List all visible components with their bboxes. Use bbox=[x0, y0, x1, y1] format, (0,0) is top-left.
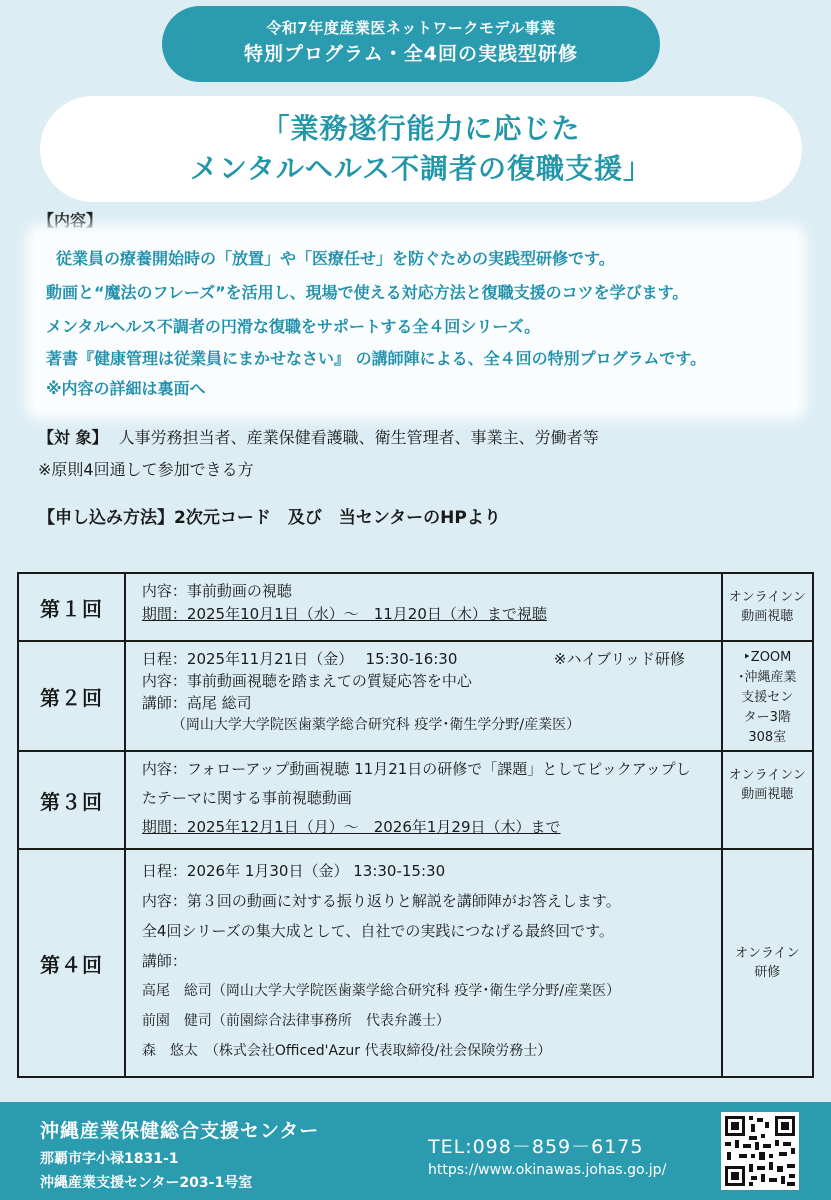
content-label: 【内容】 bbox=[38, 211, 103, 230]
session-4-number: 第４回 bbox=[18, 849, 125, 1077]
session-2-line-4: （岡山大学大学院医歯薬学総合研究科 疫学･衛生学分野/産業医） bbox=[171, 717, 581, 733]
footer-address-line-1: 那覇市字小禄1831-1 bbox=[40, 1151, 179, 1167]
session-row-4 bbox=[18, 849, 813, 1077]
session-2-mode bbox=[722, 641, 813, 751]
session-4-line-1: 日程：2026年 1月30日（金） 13:30-15:30 bbox=[141, 862, 446, 880]
session-4-line-2: 内容：第３回の動画に対する振り返りと解説を講師陣がお答えします。 bbox=[141, 892, 621, 910]
session-2-line-3: 講師：高尾 総司 bbox=[141, 694, 252, 712]
footer-org-name: 沖縄産業保健総合支援センター bbox=[40, 1120, 320, 1142]
program-title: 特別プログラム・全4回の実践型研修 bbox=[243, 43, 579, 65]
content-detail-note: ※内容の詳細は裏面へ bbox=[46, 379, 206, 398]
target-note: ※原則4回通して参加できる方 bbox=[38, 460, 254, 479]
session-4-line-3: 全4回シリーズの集大成として、自社での実践につなげる最終回です。 bbox=[141, 922, 614, 940]
footer-website-link[interactable]: https://www.okinawas.johas.go.jp/ bbox=[428, 1162, 667, 1178]
session-4-line-7: 森 悠太 （株式会社Officed'Azur 代表取締役/社会保険労務士） bbox=[141, 1043, 552, 1059]
content-description-box bbox=[34, 232, 798, 412]
session-1-line-1: 内容：事前動画の視聴 bbox=[141, 582, 292, 600]
content-line-4: 著書『健康管理は従業員にまかせなさい』 の講師陣による、全４回の特別プログラムです。 bbox=[46, 349, 707, 368]
session-1-line-2: 期間：2025年10月1日（水）～ 11月20日（木）まで視聴 bbox=[141, 605, 547, 623]
target-text: 人事労務担当者、産業保健看護職、衛生管理者、事業主、労働者等 bbox=[118, 428, 599, 447]
session-3-mode-line-1: オンラインン bbox=[728, 768, 806, 783]
session-2-number: 第２回 bbox=[18, 641, 125, 751]
session-4-mode-line-2: 研修 bbox=[754, 965, 781, 980]
program-subtitle: 令和7年度産業医ネットワークモデル事業 bbox=[266, 19, 556, 37]
seminar-title-box bbox=[40, 96, 802, 202]
content-line-2: 動画と“魔法のフレーズ”を活用し、現場で使える対応方法と復職支援のコツを学びます。 bbox=[46, 283, 689, 302]
apply-row bbox=[38, 503, 501, 528]
qr-code-icon[interactable] bbox=[721, 1112, 799, 1190]
session-1-number: 第１回 bbox=[18, 573, 125, 641]
session-2-mode-line-4: ター3階 bbox=[743, 710, 791, 725]
session-2-mode-line-2: ･沖縄産業 bbox=[738, 670, 797, 685]
session-4-mode-line-1: オンライン bbox=[734, 946, 800, 961]
seminar-title-line1: 「業務遂行能力に応じた bbox=[261, 112, 581, 145]
session-2-hybrid-note: ※ハイブリッド研修 bbox=[553, 650, 685, 668]
session-2-line-2: 内容：事前動画視聴を踏まえての質疑応答を中心 bbox=[141, 672, 472, 690]
session-3-mode-line-2: 動画視聴 bbox=[741, 787, 794, 802]
content-line-1: 従業員の療養開始時の「放置」や「医療任せ」を防ぐための実践型研修です。 bbox=[56, 249, 615, 268]
session-4-line-6: 前園 健司（前園綜合法律事務所 代表弁護士） bbox=[141, 1013, 450, 1029]
session-2-mode-line-5: 308室 bbox=[748, 730, 787, 745]
footer bbox=[0, 1102, 831, 1200]
target-row bbox=[38, 425, 599, 448]
session-3-detail bbox=[125, 751, 722, 849]
session-4-line-4: 講師： bbox=[141, 952, 187, 970]
session-4-mode bbox=[722, 849, 813, 1077]
session-4-detail bbox=[125, 849, 722, 1077]
session-1-mode-line-2: 動画視聴 bbox=[741, 609, 794, 624]
content-line-3: メンタルヘルス不調者の円滑な復職をサポートする全４回シリーズ。 bbox=[46, 317, 541, 336]
session-3-line-2: たテーマに関する事前視聴動画 bbox=[141, 789, 352, 807]
session-2-mode-line-3: 支援セン bbox=[741, 690, 794, 705]
session-2-line-1: 日程：2025年11月21日（金） 15:30-16:30 bbox=[141, 650, 458, 668]
session-1-detail bbox=[125, 573, 722, 641]
session-3-line-1: 内容：フォローアップ動画視聴 11月21日の研修で「課題」としてピックアップし bbox=[141, 760, 691, 778]
apply-label: 【申し込み方法】 bbox=[38, 508, 174, 528]
session-row-1 bbox=[18, 573, 813, 641]
seminar-title-line2: メンタルヘルス不調者の復職支援」 bbox=[189, 152, 653, 185]
footer-phone: TEL:098－859－6175 bbox=[428, 1136, 644, 1158]
footer-address-line-2: 沖縄産業支援センター203-1号室 bbox=[40, 1175, 253, 1191]
session-4-line-5: 高尾 総司（岡山大学大学院医歯薬学総合研究科 疫学･衛生学分野/産業医） bbox=[141, 983, 621, 999]
session-1-mode-line-1: オンラインン bbox=[728, 590, 806, 605]
session-2-mode-line-1: ‣ZOOM bbox=[743, 650, 792, 665]
apply-text: 2次元コード 及び 当センターのHPより bbox=[174, 508, 501, 528]
target-label: 【対 象】 bbox=[38, 428, 108, 447]
session-1-mode bbox=[722, 573, 813, 641]
program-header-banner bbox=[162, 6, 660, 82]
schedule-table bbox=[17, 572, 814, 1078]
session-3-number: 第３回 bbox=[18, 751, 125, 849]
session-row-2 bbox=[18, 641, 813, 751]
session-3-mode bbox=[722, 751, 813, 849]
session-row-3 bbox=[18, 751, 813, 849]
session-3-line-3: 期間：2025年12月1日（月）～ 2026年1月29日（木）まで bbox=[141, 818, 561, 836]
session-2-detail bbox=[125, 641, 722, 751]
